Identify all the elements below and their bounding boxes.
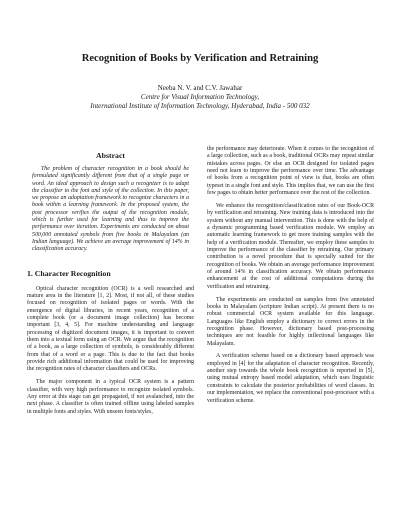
abstract-heading: Abstract xyxy=(95,151,125,160)
section-1-heading: 1. Character Recognition xyxy=(27,268,111,278)
left-column xyxy=(27,151,194,421)
affiliation-line-2: International Institute of Information Technology, Hyderabad, India - 500 032 xyxy=(90,101,310,110)
right-paragraph-3: The experiments are conducted on samples from five annotated books in Malayalam (scripture Indian script). At present there is no robust commercial OCR system available for this language. Languages like English employ a dictionary to correct errors in the recognition phase. However, dictionary based post-processing techniques are not feasible for highly inflectional languages like Malayalam. xyxy=(207,296,374,347)
affiliation-line-1: Centre for Visual Information Technology, xyxy=(140,92,260,101)
right-paragraph-4: A verification scheme based on a dictionary based approach was employed in [4] for the adaptation of character recognition. Recently, another step towards the whole book recognition is reported in [5], using mutual entropy based model adaptation, which uses linguistic constraints to calculate the posterior probabilities of word classes. In our implementation, we replace the conventional post-processor with a verification scheme. xyxy=(207,353,375,404)
right-paragraph-2: We enhance the recognition/classification rates of our Book-OCR by verification and retraining. New training data is introduced into the system without any manual intervention. This is done with the help of a dynamic programming based verification module. We employ an automatic learning framework to get more training samples with the help of a verification module. Thereafter, we employ these samples to improve the performance of the classifier by retraining. Our primary contribution is a novel procedure that is specially suited for the recognition of books. We obtain an average performance improvement of around 14% in classification accuracy. We obtain performance enhancement at the cost of additional computations during the verification and retraining. xyxy=(207,202,374,290)
right-paragraph-1: the performance may deteriorate. When it comes to the recognition of a large collection, such as a book, traditional OCRs may repeat similar mistakes across pages. Or else an OCR designed for isolated pages need not learn to improve the performance over time. The advantage of books from a recognition point of view is that, books are often typeset in a single font and style. This implies that, we can use the first few pages to obtain better performance over the rest of the collection. xyxy=(207,146,374,197)
abstract-text: The problem of character recognition in a book should be formulated significantly different from that of a single page or word. An ideal approach to design such a recognizer is to adapt the classifier to the font and style of the collection. In this paper, we propose an adaptation framework to recognize characters in a book within a learning framework. In the proposed system, the post processor verifies the output of the recognition module, which is further used for learning and thus to improve the performance over iteration. Experiments are conducted on about 500,000 annotated symbols from five books in Malayalam (an Indian language). We achieve an average improvement of 14% in classification accuracy. xyxy=(32,166,189,253)
right-column xyxy=(207,146,374,410)
section-1-paragraph-1: Optical character recognition (OCR) is a well researched and mature area in the literature [1, 2]. Most, if not all, of these studies focused on recognition of isolated pages or words. With the emergence of digital libraries, in recent years, recognition of a complete book (or a document image collection) has become important [3, 4, 5]. For machine understanding and language processing of digitized document images, it is important to convert them into a textual form using an OCR. We argue that the recognition of a book, as a large collection of symbols, is considerably different from that of a word or a page. This is due to the fact that books provide rich additional information that could be used for improving the recognition rates of character classifiers and OCRs. xyxy=(27,285,194,373)
author-block xyxy=(0,84,400,110)
section-1-paragraph-2: The major component in a typical OCR system is a pattern classifier, with very high performance to recognize isolated symbols. Any error at this stage can get propagated, if not avalanched, into the next phase. A classifier is often trained offline using labeled samples in multiple fonts and styles. With unseen fonts/styles, xyxy=(27,379,194,415)
paper-title: Recognition of Books by Verification and Retraining xyxy=(81,53,319,64)
author-names: Neeba N. V. and C.V. Jawahar xyxy=(157,84,243,92)
